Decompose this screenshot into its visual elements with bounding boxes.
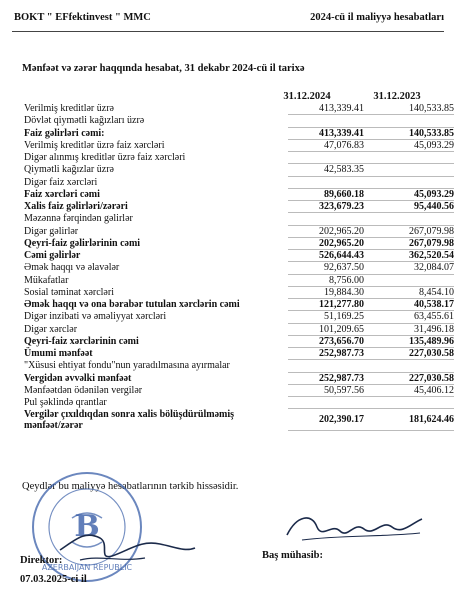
row-label: Digər alınmış kreditlər üzrə faiz xərcləri: [24, 152, 186, 163]
row-value-2024: 413,339.41: [319, 127, 364, 139]
row-value-2023: 40,538.17: [414, 299, 454, 310]
row-value-2024: 202,390.17: [319, 414, 364, 426]
table-row: [24, 201, 454, 213]
table-row: [24, 299, 454, 311]
signing-date: 07.03.2025-ci il: [20, 574, 87, 585]
row-value-2023: 45,406.12: [414, 384, 454, 396]
accountant-signature: [282, 505, 427, 550]
row-value-2024: 202,965.20: [319, 237, 364, 249]
row-value-2024: 413,339.41: [319, 103, 364, 114]
row-value-2023: 63,455.61: [414, 311, 454, 323]
table-row: [24, 152, 444, 164]
row-value-2023: 31,496.18: [414, 323, 454, 335]
table-row: [24, 213, 444, 225]
row-label: Pul şəklində qrantlar: [24, 397, 107, 408]
table-row: [24, 225, 454, 238]
row-value-2024: 42,583.35: [324, 164, 364, 176]
row-value-2023: 45,093.29: [414, 139, 454, 151]
row-value-2024: 252,987.73: [319, 372, 364, 384]
row-value-2024: 92,637.50: [324, 262, 364, 274]
column-header-2023: 31.12.2023: [373, 91, 421, 102]
table-row: [24, 348, 454, 360]
row-value-2023: 140,533.85: [409, 103, 454, 114]
row-value-2023: 227,030.58: [409, 348, 454, 359]
report-name: 2024-cü il maliyyə hesabatları: [310, 12, 444, 23]
row-label: Cəmi gəlirlər: [24, 250, 81, 261]
row-divider: [288, 430, 454, 431]
accountant-label: Baş mühasib:: [262, 550, 323, 561]
table-row: [24, 103, 454, 115]
row-value-2024: 273,656.70: [319, 335, 364, 347]
row-value-2024: 19,884.30: [324, 286, 364, 298]
row-value-2023: 45,093.29: [414, 188, 454, 200]
table-row: [24, 397, 444, 409]
table-row: [24, 115, 444, 127]
table-row: [24, 139, 454, 152]
column-header-2024: 31.12.2024: [283, 91, 331, 102]
svg-text:AZERBAIJAN REPUBLIC: AZERBAIJAN REPUBLIC: [41, 563, 133, 572]
report-title: Mənfəət və zərər haqqında hesabat, 31 dekabr 2024-cü il tarixə: [22, 63, 305, 74]
table-row: [24, 311, 454, 323]
row-value-2024: 526,644.43: [319, 250, 364, 261]
row-value-2023: 135,489.96: [409, 335, 454, 347]
table-row: [24, 177, 444, 189]
row-label: Əmək haqqı və əlavələr: [24, 262, 120, 274]
row-label: Xalis faiz gəlirləri/zərəri: [24, 201, 128, 212]
table-row: [24, 250, 454, 262]
row-value-2023: 140,533.85: [409, 127, 454, 139]
table-row: [24, 127, 454, 140]
director-signature: [50, 510, 200, 580]
header-divider: [12, 31, 444, 32]
row-value-2023: 267,079.98: [409, 225, 454, 237]
director-label: Direktor:: [20, 555, 63, 566]
table-row: [24, 286, 454, 299]
row-value-2024: 202,965.20: [319, 225, 364, 237]
row-label: Faiz xərcləri cəmi: [24, 188, 100, 200]
row-label: Mənfəətdən ödənilən vergilər: [24, 384, 143, 396]
table-row: [24, 323, 454, 336]
row-label: Ümumi mənfəət: [24, 348, 93, 359]
row-value-2023: 227,030.58: [409, 372, 454, 384]
row-label: Verilmiş kreditlər üzrə: [24, 103, 114, 114]
row-value-2024: 8,756.00: [329, 274, 364, 286]
row-value-2023: 267,079.98: [409, 237, 454, 249]
table-row: [24, 409, 454, 432]
row-value-2024: 121,277.80: [319, 299, 364, 310]
row-value-2024: 323,679.23: [319, 201, 364, 212]
table-row: [24, 188, 454, 201]
row-label: Verilmiş kreditlər üzrə faiz xərcləri: [24, 139, 165, 151]
row-label: Digər xərclər: [24, 323, 78, 335]
row-value-2024: 89,660.18: [324, 188, 364, 200]
row-label: Vergidən əvvəlki mənfəət: [24, 372, 132, 384]
row-label: Qeyri-faiz gəlirlərinin cəmi: [24, 237, 141, 249]
row-label: Mükafatlar: [24, 274, 69, 286]
row-label: Məzənnə fərqindən gəlirlər: [24, 213, 133, 225]
row-value-2023: 362,520.54: [409, 250, 454, 261]
table-row: [24, 372, 454, 385]
row-label: Vergilər çıxıldıqdan sonra xalis bölüşdürülməmiş mənfəət/zərər: [24, 409, 235, 432]
table-row: [24, 262, 454, 274]
row-label: Faiz gəlirləri cəmi:: [24, 127, 105, 139]
company-name: BOKT " EFfektinvest " MMC: [14, 12, 151, 23]
table-row: [24, 360, 444, 372]
row-label: Qiymətli kağızlar üzrə: [24, 164, 114, 176]
row-label: Qeyri-faiz xərclərinin cəmi: [24, 335, 139, 347]
row-label: Dövlət qiymətli kağızları üzrə: [24, 115, 145, 127]
footnote: Qeydlər bu maliyyə hesabatlarının tərkib hissəsidir.: [22, 481, 239, 492]
table-row: [24, 384, 454, 397]
row-value-2023: 8,454.10: [419, 286, 454, 298]
row-value-2024: 252,987.73: [319, 348, 364, 359]
table-row: [24, 164, 444, 176]
row-label: Digər inzibati və əməliyyat xərcləri: [24, 311, 167, 323]
row-label: "Xüsusi ehtiyat fondu"nun yaradılmasına ayırmalar: [24, 360, 230, 372]
table-row: [24, 237, 454, 250]
row-label: Əmək haqqı və ona bərabər tutulan xərclərin cəmi: [24, 299, 240, 310]
row-value-2024: 51,169.25: [324, 311, 364, 323]
row-value-2023: 181,624.46: [409, 414, 454, 426]
row-label: Digər faiz xərcləri: [24, 176, 98, 188]
row-value-2023: 32,084.07: [414, 262, 454, 274]
row-value-2024: 47,076.83: [324, 139, 364, 151]
income-statement-table: [24, 103, 454, 432]
row-value-2024: 50,597.56: [324, 384, 364, 396]
row-value-2023: 95,440.56: [414, 201, 454, 212]
row-value-2024: 101,209.65: [319, 323, 364, 335]
row-label: Sosial təminat xərcləri: [24, 286, 114, 298]
row-label: Digər gəlirlər: [24, 225, 79, 237]
svg-text:B: B: [74, 509, 100, 544]
table-row: [24, 335, 454, 348]
table-row: [24, 275, 444, 287]
